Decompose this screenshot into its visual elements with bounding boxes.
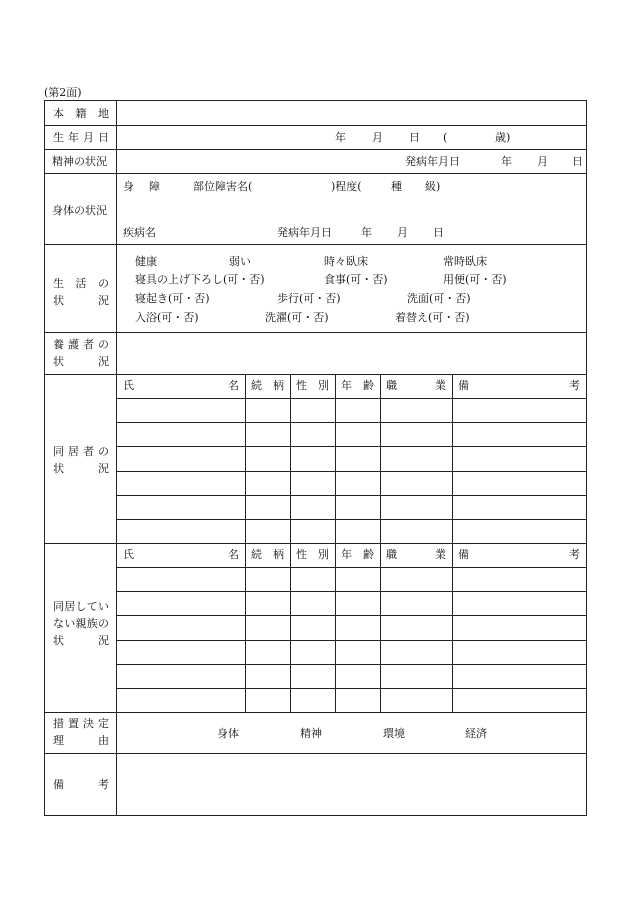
- shintai-day-unit: 日: [433, 226, 444, 239]
- yogosha-label-bottom: [53, 356, 109, 367]
- relative-cell[interactable]: [381, 568, 452, 591]
- sochi-label-bottom: [53, 735, 109, 746]
- relative-cell[interactable]: [291, 592, 335, 615]
- yogosha-label-top: [53, 339, 109, 350]
- seikatsu-washing-face[interactable]: 洗面(可・否): [407, 292, 471, 305]
- honseki-label: [53, 108, 109, 119]
- yogosha-field[interactable]: [117, 333, 586, 374]
- relative-cell[interactable]: [453, 568, 586, 591]
- cohabitant-cell[interactable]: [381, 472, 452, 495]
- cohabitant-header-nen: 年: [341, 379, 352, 392]
- label-char: の: [98, 277, 109, 290]
- seikatsu-bathing[interactable]: 入浴(可・否): [135, 311, 199, 324]
- cohabitant-cell[interactable]: [336, 520, 380, 543]
- relative-cell[interactable]: [336, 641, 380, 664]
- cohabitant-header-ko: 考: [569, 379, 580, 392]
- betsukyo-label-top: [53, 601, 109, 612]
- cohabitant-cell[interactable]: [336, 423, 380, 446]
- cohabitant-cell[interactable]: [118, 520, 245, 543]
- cohabitant-header-cell: [123, 380, 239, 391]
- cohabitant-cell[interactable]: [453, 520, 586, 543]
- label-char: の: [98, 445, 109, 458]
- relative-cell[interactable]: [118, 568, 245, 591]
- birth-month-unit: 月: [372, 131, 383, 144]
- label-char: 者: [83, 338, 94, 351]
- relative-cell[interactable]: [453, 665, 586, 688]
- relative-cell[interactable]: [118, 616, 245, 639]
- cohabitant-cell[interactable]: [118, 423, 245, 446]
- cohabitant-cell[interactable]: [381, 447, 452, 470]
- seikatsu-meal[interactable]: 食事(可・否): [324, 273, 388, 286]
- label-char: 考: [98, 778, 109, 791]
- relative-header-cell: [296, 549, 329, 560]
- label-char: 措: [53, 717, 64, 730]
- shintai-part-label: 部位障害名(: [193, 180, 253, 193]
- relative-cell[interactable]: [453, 592, 586, 615]
- shintai-degree-label: )程度(: [331, 180, 362, 193]
- shintai-sho: 障: [149, 180, 160, 193]
- seikatsu-healthy[interactable]: 健康: [135, 255, 157, 268]
- seikatsu-sometimes-bed[interactable]: 時々臥床: [324, 255, 368, 268]
- relative-cell[interactable]: [381, 616, 452, 639]
- label-char: 親: [75, 617, 87, 630]
- relative-header-betsu: 別: [318, 548, 329, 561]
- cohabitant-cell[interactable]: [246, 496, 290, 519]
- relative-cell[interactable]: [381, 641, 452, 664]
- relative-cell[interactable]: [246, 592, 290, 615]
- relative-cell[interactable]: [336, 616, 380, 639]
- label-char: し: [75, 600, 87, 613]
- relative-header-cell: [341, 549, 374, 560]
- label-char: 備: [53, 778, 64, 791]
- birth-day-unit: 日: [409, 131, 420, 144]
- cohabitant-header-betsu: 別: [318, 379, 329, 392]
- cohabitant-cell[interactable]: [246, 399, 290, 422]
- relative-cell[interactable]: [291, 641, 335, 664]
- shintai-year-unit: 年: [361, 226, 372, 239]
- dokyo-label-top: [53, 446, 109, 457]
- seishin-year-unit: 年: [501, 155, 512, 168]
- cohabitant-header-cell: [386, 380, 446, 391]
- cohabitant-cell[interactable]: [118, 399, 245, 422]
- label-char: 況: [98, 355, 109, 368]
- birth-label: [53, 132, 109, 143]
- seishin-day-unit: 日: [572, 155, 583, 168]
- cohabitant-header-cell: [296, 380, 329, 391]
- shintai-class-label: 種: [391, 180, 402, 193]
- seikatsu-label-bottom: [53, 295, 109, 306]
- relative-cell[interactable]: [291, 568, 335, 591]
- row-divider: [45, 173, 586, 174]
- relative-cell[interactable]: [453, 641, 586, 664]
- shintai-disease-label: 疾病名: [123, 226, 156, 239]
- relative-cell[interactable]: [381, 689, 452, 712]
- relative-header-shi: 氏: [123, 548, 134, 561]
- seikatsu-dressing[interactable]: 着替え(可・否): [395, 311, 470, 324]
- label-char: 置: [68, 717, 79, 730]
- row-divider: [45, 244, 586, 245]
- relative-cell[interactable]: [336, 665, 380, 688]
- cohabitant-cell[interactable]: [246, 447, 290, 470]
- relative-cell[interactable]: [118, 641, 245, 664]
- cohabitant-cell[interactable]: [336, 447, 380, 470]
- row-divider: [45, 712, 586, 713]
- relative-header-mei: 名: [228, 548, 239, 561]
- sochi-environment[interactable]: 環境: [383, 727, 405, 740]
- relative-cell[interactable]: [246, 665, 290, 688]
- relative-cell[interactable]: [246, 616, 290, 639]
- relative-header-nen: 年: [341, 548, 352, 561]
- cohabitant-cell[interactable]: [453, 447, 586, 470]
- label-char: 同: [53, 600, 64, 613]
- relative-cell[interactable]: [118, 689, 245, 712]
- relative-header-ko: 考: [569, 548, 580, 561]
- cohabitant-cell[interactable]: [118, 472, 245, 495]
- label-char: 者: [83, 445, 94, 458]
- relative-cell[interactable]: [291, 616, 335, 639]
- cohabitant-cell[interactable]: [291, 496, 335, 519]
- label-char: 日: [98, 131, 109, 144]
- relative-cell[interactable]: [246, 568, 290, 591]
- relative-header-sei: 性: [296, 548, 307, 561]
- label-char: の: [98, 338, 109, 351]
- seishin-field[interactable]: [117, 150, 586, 173]
- cohabitant-header-gara: 柄: [273, 379, 284, 392]
- relative-cell[interactable]: [246, 689, 290, 712]
- cohabitant-header-cell: [458, 380, 580, 391]
- relative-cell[interactable]: [246, 641, 290, 664]
- birth-age-unit: 歳): [495, 131, 511, 144]
- label-char: 活: [75, 277, 87, 290]
- seikatsu-label-top: [53, 278, 109, 289]
- sochi-body[interactable]: 身体: [217, 727, 239, 740]
- label-char: 同: [53, 445, 64, 458]
- cohabitant-cell[interactable]: [453, 399, 586, 422]
- betsukyo-label-bottom: [53, 635, 109, 646]
- relative-header-zoku: 続: [251, 548, 262, 561]
- cohabitant-cell[interactable]: [291, 399, 335, 422]
- label-char: 護: [68, 338, 79, 351]
- shintai-onset-label: 発病年月日: [277, 226, 332, 239]
- birth-field[interactable]: [117, 126, 586, 149]
- biko-field[interactable]: [117, 754, 586, 816]
- shintai-month-unit: 月: [397, 226, 408, 239]
- cohabitant-header-shi: 氏: [123, 379, 134, 392]
- sochi-label-top: [53, 718, 109, 729]
- cohabitant-cell[interactable]: [246, 423, 290, 446]
- birth-year-unit: 年: [335, 131, 346, 144]
- seishin-onset-label: 発病年月日: [405, 155, 460, 168]
- relative-cell[interactable]: [381, 592, 452, 615]
- shintai-grade-label: 級): [425, 180, 441, 193]
- relative-cell[interactable]: [291, 689, 335, 712]
- cohabitant-cell[interactable]: [246, 472, 290, 495]
- seikatsu-bedding[interactable]: 寝具の上げ下ろし(可・否): [135, 273, 265, 286]
- label-char: 本: [53, 107, 64, 120]
- cohabitant-header-sei: 性: [296, 379, 307, 392]
- relative-header-gyo: 業: [435, 548, 446, 561]
- cohabitant-cell[interactable]: [118, 496, 245, 519]
- label-char: 生: [53, 131, 64, 144]
- label-char: 決: [83, 717, 94, 730]
- label-char: 定: [98, 717, 109, 730]
- birth-age-open: (: [443, 131, 448, 144]
- cohabitant-cell[interactable]: [291, 423, 335, 446]
- cohabitant-cell[interactable]: [336, 399, 380, 422]
- label-char: て: [86, 600, 98, 613]
- form-frame: [44, 100, 587, 816]
- cohabitant-header-zoku: 続: [251, 379, 262, 392]
- cohabitant-cell[interactable]: [291, 472, 335, 495]
- cohabitant-cell[interactable]: [336, 496, 380, 519]
- cohabitant-header-mei: 名: [228, 379, 239, 392]
- seikatsu-weak[interactable]: 弱い: [229, 255, 251, 268]
- page-label: (第2面): [44, 86, 82, 99]
- label-char: な: [53, 617, 64, 630]
- relative-cell[interactable]: [291, 665, 335, 688]
- seishin-month-unit: 月: [537, 155, 548, 168]
- seikatsu-walking[interactable]: 歩行(可・否): [277, 292, 341, 305]
- row-divider: [45, 374, 586, 375]
- label-char: 地: [98, 107, 109, 120]
- relative-cell[interactable]: [336, 592, 380, 615]
- shintai-shin: 身: [123, 180, 134, 193]
- seikatsu-toilet[interactable]: 用便(可・否): [443, 273, 507, 286]
- label-char: 況: [98, 634, 109, 647]
- cohabitant-header-cell: [251, 380, 284, 391]
- relative-header-cell: [251, 549, 284, 560]
- relative-header-gara: 柄: [273, 548, 284, 561]
- dokyo-label-bottom: [53, 463, 109, 474]
- label-char: 居: [64, 600, 76, 613]
- cohabitant-header-rei: 齢: [363, 379, 374, 392]
- relative-cell[interactable]: [336, 689, 380, 712]
- label-char: の: [98, 617, 109, 630]
- cohabitant-cell[interactable]: [381, 520, 452, 543]
- relative-header-bi: 備: [458, 548, 469, 561]
- label-char: 年: [68, 131, 79, 144]
- label-char: 状: [53, 294, 64, 307]
- biko-label: [53, 779, 109, 790]
- cohabitant-cell[interactable]: [453, 423, 586, 446]
- sochi-economy[interactable]: 経済: [465, 727, 487, 740]
- row-divider: [45, 543, 586, 544]
- label-char: 居: [68, 445, 79, 458]
- seikatsu-laundry[interactable]: 洗濯(可・否): [265, 311, 329, 324]
- cohabitant-cell[interactable]: [381, 423, 452, 446]
- cohabitant-cell[interactable]: [246, 520, 290, 543]
- label-char: 状: [53, 355, 64, 368]
- seishin-label: 精神の状況: [52, 155, 107, 168]
- cohabitant-cell[interactable]: [453, 472, 586, 495]
- cohabitant-header-shoku: 職: [386, 379, 397, 392]
- relative-cell[interactable]: [118, 665, 245, 688]
- label-char: 況: [98, 294, 109, 307]
- label-char: 況: [98, 462, 109, 475]
- relative-cell[interactable]: [118, 592, 245, 615]
- relative-header-cell: [458, 549, 580, 560]
- relative-header-cell: [123, 549, 239, 560]
- label-char: 生: [53, 277, 64, 290]
- label-column-divider: [116, 101, 117, 816]
- seikatsu-getting-up[interactable]: 寝起き(可・否): [135, 292, 210, 305]
- label-char: い: [98, 600, 109, 613]
- label-char: 養: [53, 338, 64, 351]
- cohabitant-cell[interactable]: [118, 447, 245, 470]
- relative-cell[interactable]: [453, 616, 586, 639]
- honseki-field[interactable]: [117, 101, 586, 125]
- relative-header-cell: [386, 549, 446, 560]
- cohabitant-header-bi: 備: [458, 379, 469, 392]
- label-char: い: [64, 617, 76, 630]
- relative-cell[interactable]: [453, 689, 586, 712]
- cohabitant-cell[interactable]: [291, 520, 335, 543]
- label-char: 籍: [75, 107, 87, 120]
- seikatsu-always-bed[interactable]: 常時臥床: [443, 255, 487, 268]
- relative-cell[interactable]: [381, 665, 452, 688]
- shintai-label: 身体の状況: [52, 204, 107, 217]
- cohabitant-cell[interactable]: [453, 496, 586, 519]
- cohabitant-cell[interactable]: [381, 399, 452, 422]
- label-char: 理: [53, 734, 64, 747]
- cohabitant-cell[interactable]: [336, 472, 380, 495]
- label-char: 状: [53, 634, 64, 647]
- betsukyo-label-middle: [53, 618, 109, 629]
- sochi-mind[interactable]: 精神: [300, 727, 322, 740]
- cohabitant-header-gyo: 業: [435, 379, 446, 392]
- relative-header-shoku: 職: [386, 548, 397, 561]
- label-char: 族: [86, 617, 98, 630]
- relative-cell[interactable]: [336, 568, 380, 591]
- cohabitant-cell[interactable]: [291, 447, 335, 470]
- cohabitant-header-cell: [341, 380, 374, 391]
- cohabitant-cell[interactable]: [381, 496, 452, 519]
- label-char: 由: [98, 734, 109, 747]
- relative-header-rei: 齢: [363, 548, 374, 561]
- label-char: 状: [53, 462, 64, 475]
- label-char: 月: [83, 131, 94, 144]
